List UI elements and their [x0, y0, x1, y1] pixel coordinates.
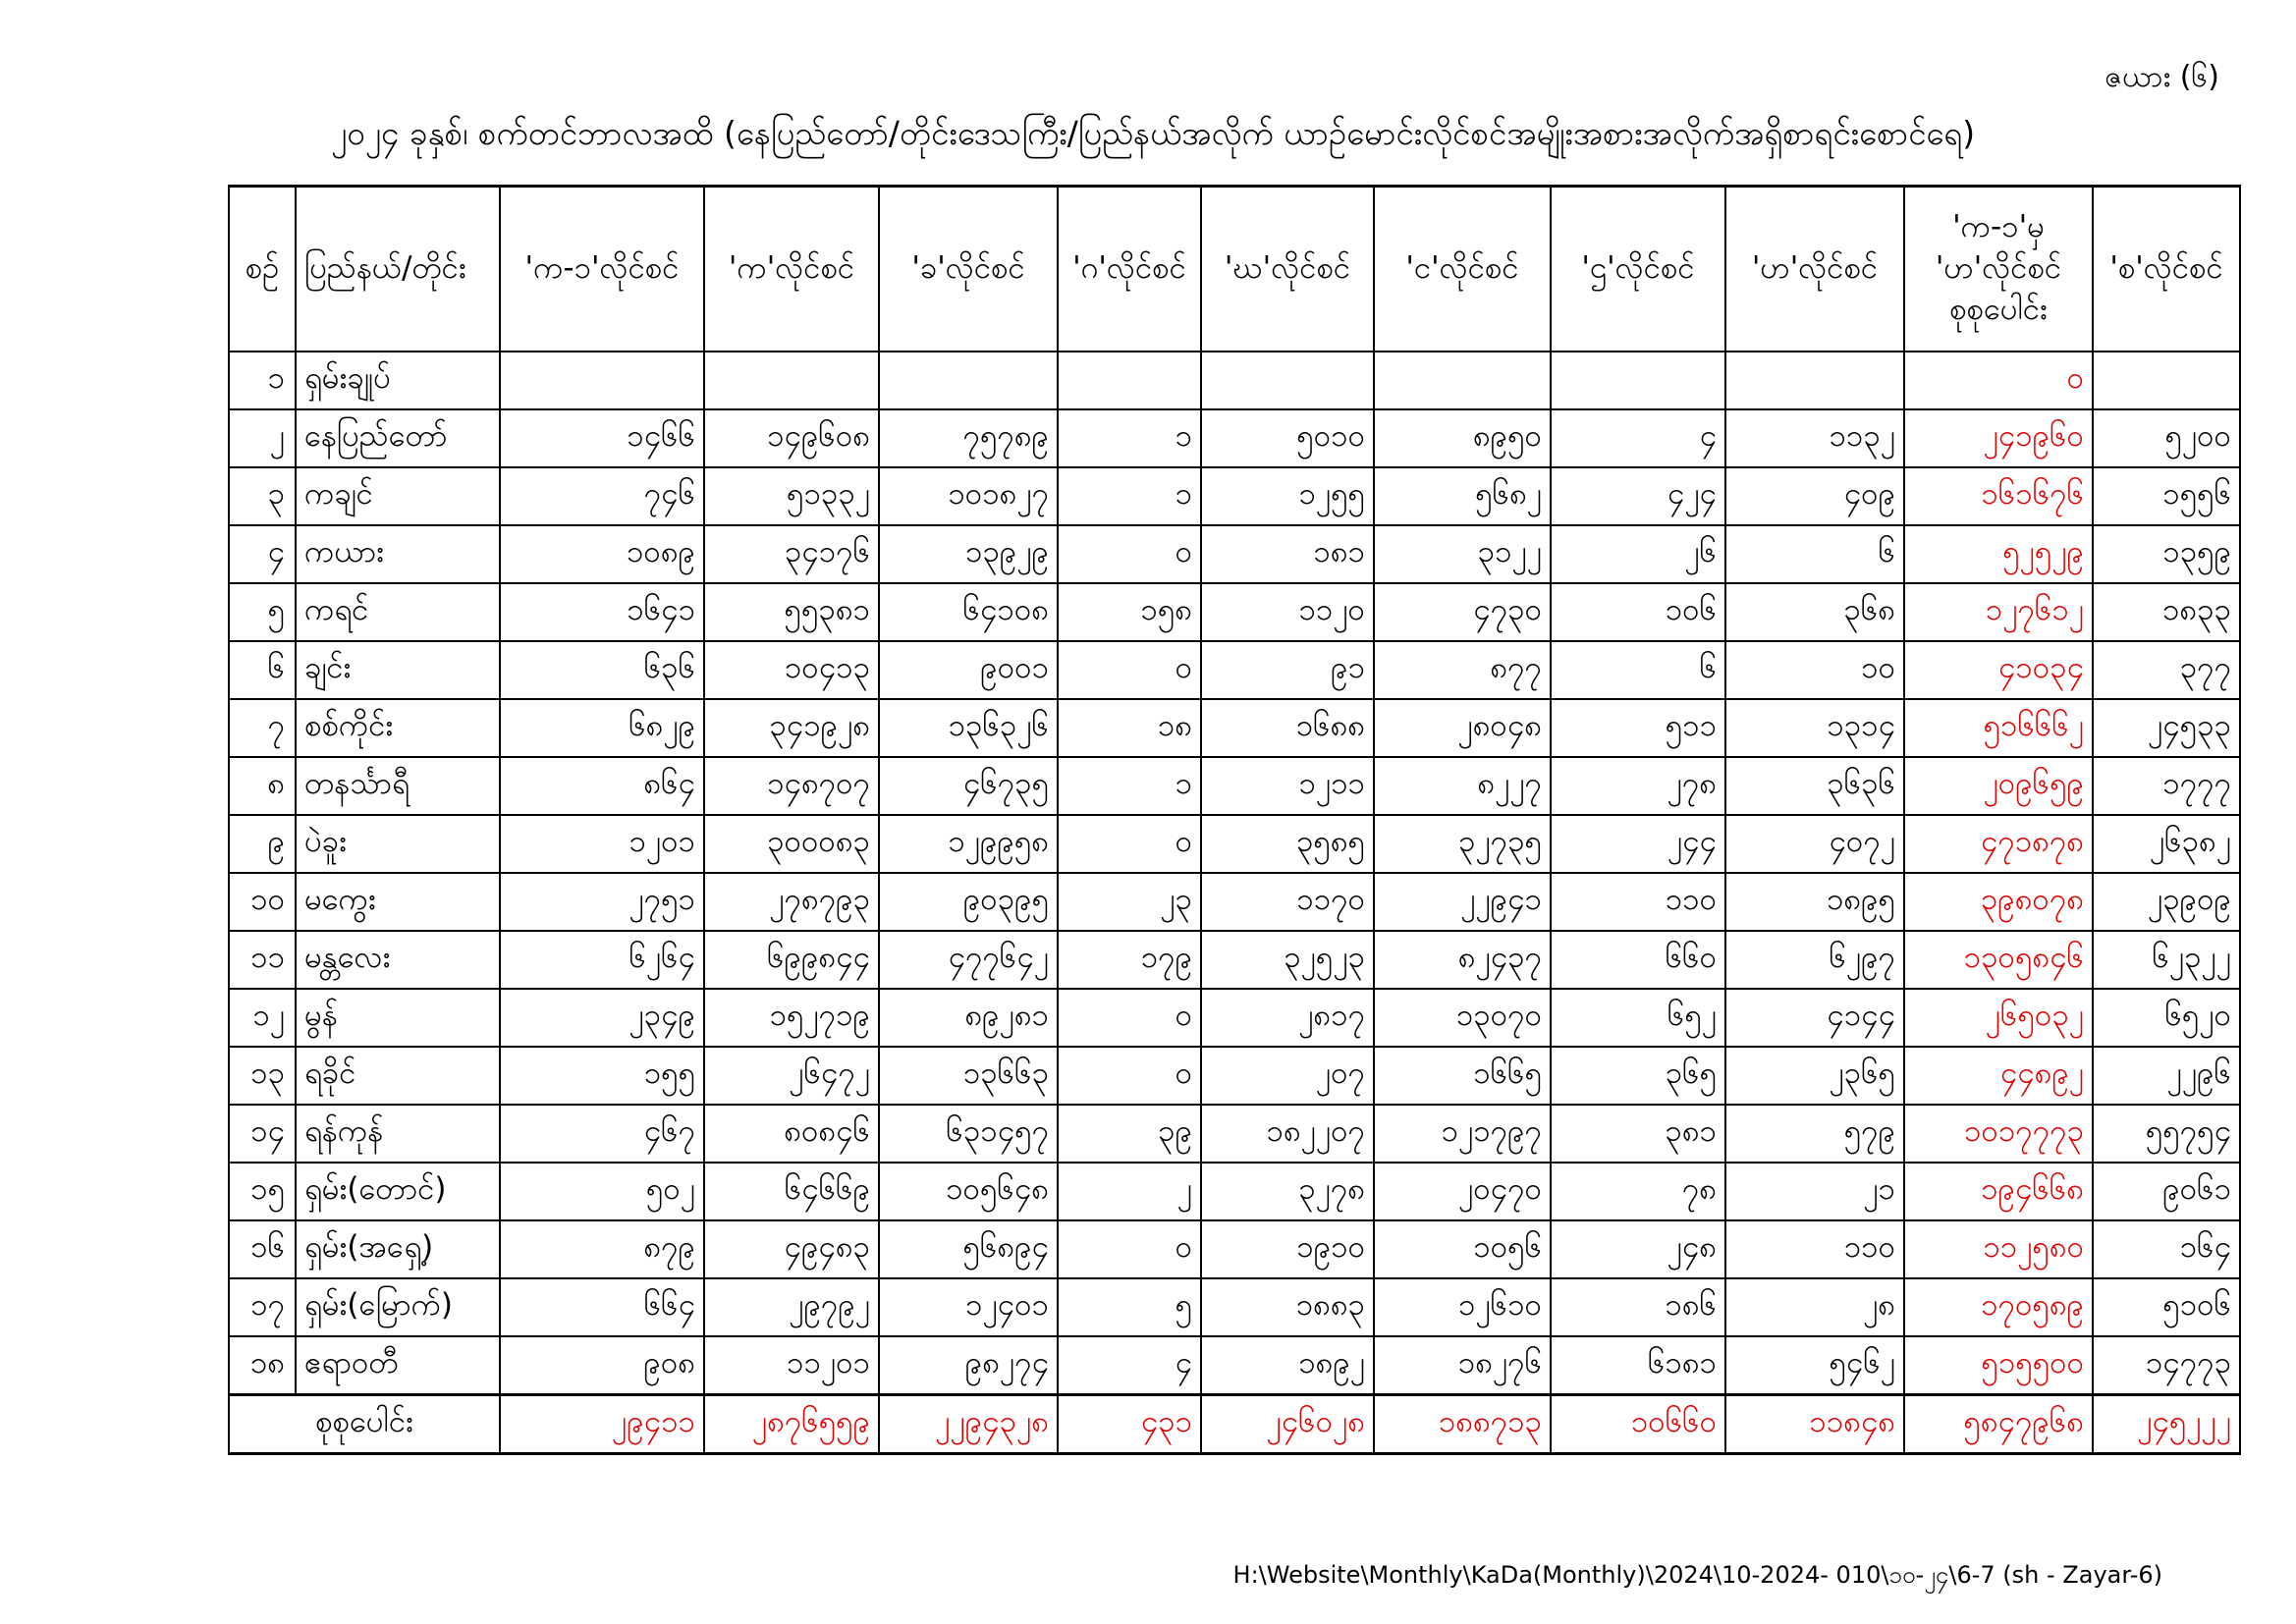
- cell-kha: ၁၂၉၉၅၈: [879, 815, 1058, 873]
- cell-sa: ၁၇၇၇: [2093, 757, 2240, 815]
- table-row: [229, 1105, 2240, 1163]
- cell-kha: ၇၅၇၈၉: [879, 409, 1058, 467]
- cell-region: စစ်ကိုင်း: [296, 699, 500, 757]
- totals-label: စုစုပေါင်း: [229, 1395, 500, 1454]
- cell-region: ကချင်: [296, 467, 500, 525]
- cell-gha: ၃၂၅၂၃: [1201, 931, 1374, 989]
- cell-ka: ၆၄၆၆၉: [704, 1163, 879, 1220]
- cell-htha: ၆၆၀: [1551, 931, 1725, 989]
- cell-ha: ၄၁၄၄: [1725, 989, 1904, 1047]
- cell-gha: ၂၈၁၇: [1201, 989, 1374, 1047]
- cell-ka: ၂၆၄၇၂: [704, 1047, 879, 1105]
- cell-ga: ၁: [1058, 467, 1201, 525]
- cell-region: ကယား: [296, 525, 500, 583]
- totals-row: [229, 1395, 2240, 1454]
- cell-ha: ၅၇၉: [1725, 1105, 1904, 1163]
- cell-nga: ၁၃၀၇၀: [1374, 989, 1551, 1047]
- cell-region: မွန်: [296, 989, 500, 1047]
- cell-htha: ၆: [1551, 641, 1725, 699]
- cell-htha: ၅၁၁: [1551, 699, 1725, 757]
- cell-total: ၁၆၁၆၇၆: [1904, 467, 2093, 525]
- cell-ka: ၃၄၁၉၂၈: [704, 699, 879, 757]
- cell-gha: ၁၈၈၃: [1201, 1278, 1374, 1336]
- header-gha: 'ဃ'လိုင်စင်: [1201, 187, 1374, 352]
- table-row: [229, 989, 2240, 1047]
- table-row: [229, 467, 2240, 525]
- table-row: [229, 1047, 2240, 1105]
- cell-ka: [704, 352, 879, 409]
- cell-ga: ၀: [1058, 525, 1201, 583]
- cell-sn: ၁၅: [229, 1163, 296, 1220]
- cell-gha: ၁၁၇၀: [1201, 873, 1374, 931]
- cell-gha: ၁၁၂၀: [1201, 583, 1374, 641]
- cell-gha: ၁၈၁: [1201, 525, 1374, 583]
- cell-nga: ၁၂၁၇၉၇: [1374, 1105, 1551, 1163]
- cell-region: ဧရာဝတီ: [296, 1336, 500, 1395]
- totals-cell-total: ၅၈၄၇၉၆၈: [1904, 1395, 2093, 1454]
- cell-gha: ၁၉၁၀: [1201, 1220, 1374, 1278]
- cell-ka1: ၁၅၅: [500, 1047, 704, 1105]
- cell-ka1: ၆၂၆၄: [500, 931, 704, 989]
- cell-ka: ၂၇၈၇၉၃: [704, 873, 879, 931]
- cell-kha: ၁၃၆၆၃: [879, 1047, 1058, 1105]
- cell-sa: ၁၈၃၃: [2093, 583, 2240, 641]
- cell-sn: ၁၇: [229, 1278, 296, 1336]
- cell-gha: [1201, 352, 1374, 409]
- cell-htha: ၁၁၀: [1551, 873, 1725, 931]
- cell-sa: ၁၃၅၉: [2093, 525, 2240, 583]
- cell-ga: ၁၈: [1058, 699, 1201, 757]
- table-row: [229, 1163, 2240, 1220]
- cell-ha: ၃၆၈: [1725, 583, 1904, 641]
- cell-ka1: ၁၄၆၆: [500, 409, 704, 467]
- totals-cell-c1: ၂၉၄၁၁: [500, 1395, 704, 1454]
- cell-ha: ၅၄၆၂: [1725, 1336, 1904, 1395]
- header-ga: 'ဂ'လိုင်စင်: [1058, 187, 1201, 352]
- cell-kha: ၅၆၈၉၄: [879, 1220, 1058, 1278]
- cell-total: ၁၃၀၅၈၄၆: [1904, 931, 2093, 989]
- cell-htha: ၃၈၁: [1551, 1105, 1725, 1163]
- cell-ka: ၁၀၄၁၃: [704, 641, 879, 699]
- cell-ga: ၀: [1058, 989, 1201, 1047]
- cell-ka1: ၈၆၄: [500, 757, 704, 815]
- cell-sa: ၉၀၆၁: [2093, 1163, 2240, 1220]
- cell-sa: ၁၆၄: [2093, 1220, 2240, 1278]
- cell-ha: ၂၃၆၅: [1725, 1047, 1904, 1105]
- cell-ga: ၅: [1058, 1278, 1201, 1336]
- totals-cell-c2: ၂၈၇၆၅၅၉: [704, 1395, 879, 1454]
- cell-nga: ၅၆၈၂: [1374, 467, 1551, 525]
- cell-nga: ၂၂၉၄၁: [1374, 873, 1551, 931]
- cell-sn: ၅: [229, 583, 296, 641]
- cell-nga: ၈၂၂၇: [1374, 757, 1551, 815]
- cell-ka: ၃၄၁၇၆: [704, 525, 879, 583]
- cell-nga: ၈၇၇: [1374, 641, 1551, 699]
- table-row: [229, 815, 2240, 873]
- cell-ga: ၄: [1058, 1336, 1201, 1395]
- cell-kha: ၆၄၁၀၈: [879, 583, 1058, 641]
- cell-ha: ၁၁၃၂: [1725, 409, 1904, 467]
- cell-ka1: ၆၈၂၉: [500, 699, 704, 757]
- cell-htha: ၂၄၈: [1551, 1220, 1725, 1278]
- cell-kha: ၁၀၅၆၄၈: [879, 1163, 1058, 1220]
- cell-htha: ၆၅၂: [1551, 989, 1725, 1047]
- cell-ka: ၅၁၃၃၂: [704, 467, 879, 525]
- cell-region: နေပြည်တော်: [296, 409, 500, 467]
- cell-ga: ၁၅၈: [1058, 583, 1201, 641]
- cell-nga: ၁၂၆၁၀: [1374, 1278, 1551, 1336]
- cell-sn: ၆: [229, 641, 296, 699]
- cell-total: ၄၄၈၉၂: [1904, 1047, 2093, 1105]
- cell-kha: ၈၉၂၈၁: [879, 989, 1058, 1047]
- cell-ka: ၄၉၄၈၃: [704, 1220, 879, 1278]
- cell-ka: ၁၅၂၇၁၉: [704, 989, 879, 1047]
- cell-sa: ၂၆၃၈၂: [2093, 815, 2240, 873]
- cell-htha: ၆၁၈၁: [1551, 1336, 1725, 1395]
- table-row: [229, 931, 2240, 989]
- cell-total: ၁၀၁၇၇၇၃: [1904, 1105, 2093, 1163]
- cell-kha: ၉၀၀၁: [879, 641, 1058, 699]
- header-nga: 'င'လိုင်စင်: [1374, 187, 1551, 352]
- cell-htha: ၂၆: [1551, 525, 1725, 583]
- header-row: [229, 187, 2240, 352]
- cell-region: ရှမ်း(အရှေ့): [296, 1220, 500, 1278]
- cell-total: ၅၁၆၆၆၂: [1904, 699, 2093, 757]
- cell-htha: ၄၂၄: [1551, 467, 1725, 525]
- cell-ka: ၆၉၉၈၄၄: [704, 931, 879, 989]
- cell-ka: ၈၀၈၄၆: [704, 1105, 879, 1163]
- cell-total: ၄၇၁၈၇၈: [1904, 815, 2093, 873]
- totals-cell-c8: ၁၁၈၄၈: [1725, 1395, 1904, 1454]
- cell-htha: ၁၀၆: [1551, 583, 1725, 641]
- cell-gha: ၁၈၉၂: [1201, 1336, 1374, 1395]
- header-ka1: 'က-၁'လိုင်စင်: [500, 187, 704, 352]
- cell-ha: ၁၃၁၄: [1725, 699, 1904, 757]
- license-table: [228, 185, 2241, 1455]
- header-ka: 'က'လိုင်စင်: [704, 187, 879, 352]
- header-htha: 'ဌ'လိုင်စင်: [1551, 187, 1725, 352]
- cell-total: ၄၁၀၃၄: [1904, 641, 2093, 699]
- cell-ka1: ၈၇၉: [500, 1220, 704, 1278]
- cell-ha: ၄၀၇၂: [1725, 815, 1904, 873]
- cell-kha: ၉၈၂၇၄: [879, 1336, 1058, 1395]
- cell-total: ၅၂၅၂၉: [1904, 525, 2093, 583]
- cell-nga: ၂၈၀၄၈: [1374, 699, 1551, 757]
- cell-kha: ၁၃၉၂၉: [879, 525, 1058, 583]
- cell-total: ၂၀၉၆၅၉: [1904, 757, 2093, 815]
- cell-sn: ၂: [229, 409, 296, 467]
- cell-region: ရှမ်း(မြောက်): [296, 1278, 500, 1336]
- cell-ka1: ၁၂၀၁: [500, 815, 704, 873]
- cell-ga: ၁: [1058, 757, 1201, 815]
- cell-sa: ၃၇၇: [2093, 641, 2240, 699]
- cell-sa: ၆၅၂၀: [2093, 989, 2240, 1047]
- cell-ha: ၆: [1725, 525, 1904, 583]
- cell-sn: ၁၆: [229, 1220, 296, 1278]
- table-row: [229, 641, 2240, 699]
- cell-gha: ၃၂၇၈: [1201, 1163, 1374, 1220]
- cell-sn: ၉: [229, 815, 296, 873]
- cell-ga: ၂၃: [1058, 873, 1201, 931]
- cell-ka1: ၄၆၇: [500, 1105, 704, 1163]
- cell-region: မကွေး: [296, 873, 500, 931]
- cell-sn: ၁၄: [229, 1105, 296, 1163]
- cell-sn: ၁: [229, 352, 296, 409]
- table-row: [229, 1220, 2240, 1278]
- cell-sn: ၁၃: [229, 1047, 296, 1105]
- cell-total: ၁၁၂၅၈၀: [1904, 1220, 2093, 1278]
- cell-ga: ၃၉: [1058, 1105, 1201, 1163]
- cell-sa: ၂၂၉၆: [2093, 1047, 2240, 1105]
- cell-gha: ၃၅၈၅: [1201, 815, 1374, 873]
- table-row: [229, 757, 2240, 815]
- cell-ga: ၀: [1058, 815, 1201, 873]
- table-row: [229, 699, 2240, 757]
- cell-kha: ၄၇၇၆၄၂: [879, 931, 1058, 989]
- cell-ka: ၁၄၈၇၀၇: [704, 757, 879, 815]
- totals-cell-c7: ၁၀၆၆၀: [1551, 1395, 1725, 1454]
- cell-ka1: [500, 352, 704, 409]
- cell-sn: ၁၈: [229, 1336, 296, 1395]
- cell-ka1: ၉၀၈: [500, 1336, 704, 1395]
- table-row: [229, 1336, 2240, 1395]
- cell-ga: ၀: [1058, 641, 1201, 699]
- cell-ga: ၀: [1058, 1220, 1201, 1278]
- cell-nga: ၃၂၇၃၅: [1374, 815, 1551, 873]
- cell-sa: ၅၅၇၅၄: [2093, 1105, 2240, 1163]
- cell-ka: ၃၀၀၀၈၃: [704, 815, 879, 873]
- cell-gha: ၁၈၂၂၀၇: [1201, 1105, 1374, 1163]
- cell-kha: ၁၀၁၈၂၇: [879, 467, 1058, 525]
- cell-ga: [1058, 352, 1201, 409]
- table-row: [229, 1278, 2240, 1336]
- page-title: ၂၀၂၄ ခုနှစ်၊ စက်တင်ဘာလအထိ (နေပြည်တော်/တိုင်းဒေသကြီး/ပြည်နယ်အလိုက် ယာဉ်မောင်းလိုင်စင်အမျိုးအစားအလိုက်အရှိစာရင်းစောင်ရေ): [330, 114, 1976, 152]
- cell-ha: ၄၀၉: [1725, 467, 1904, 525]
- cell-kha: ၁၂၄၀၁: [879, 1278, 1058, 1336]
- cell-htha: ၂၄၄: [1551, 815, 1725, 873]
- cell-ha: ၁၁၀: [1725, 1220, 1904, 1278]
- header-ha: 'ဟ'လိုင်စင်: [1725, 187, 1904, 352]
- cell-ka1: ၁၀၈၉: [500, 525, 704, 583]
- cell-ka: ၅၅၃၈၁: [704, 583, 879, 641]
- cell-ga: ၀: [1058, 1047, 1201, 1105]
- cell-nga: [1374, 352, 1551, 409]
- cell-nga: ၁၀၅၆: [1374, 1220, 1551, 1278]
- page-label: ဇယား (၆): [2105, 60, 2219, 94]
- cell-nga: ၄၇၃၀: [1374, 583, 1551, 641]
- cell-ka1: ၂၇၅၁: [500, 873, 704, 931]
- cell-nga: ၃၁၂၂: [1374, 525, 1551, 583]
- cell-ka1: ၂၃၄၉: [500, 989, 704, 1047]
- cell-sa: ၂၃၉၀၉: [2093, 873, 2240, 931]
- cell-total: ၃၉၈၀၇၈: [1904, 873, 2093, 931]
- cell-htha: ၃၆၅: [1551, 1047, 1725, 1105]
- cell-gha: ၂၀၇: [1201, 1047, 1374, 1105]
- cell-htha: ၄: [1551, 409, 1725, 467]
- cell-ka1: ၆၆၄: [500, 1278, 704, 1336]
- cell-region: ရခိုင်: [296, 1047, 500, 1105]
- cell-region: ရှမ်း(တောင်): [296, 1163, 500, 1220]
- cell-ha: ၂၁: [1725, 1163, 1904, 1220]
- totals-cell-c4: ၄၃၁: [1058, 1395, 1201, 1454]
- cell-htha: ၁၈၆: [1551, 1278, 1725, 1336]
- cell-kha: ၆၃၁၄၅၇: [879, 1105, 1058, 1163]
- cell-sa: ၆၂၃၂၂: [2093, 931, 2240, 989]
- cell-region: မန္တလေး: [296, 931, 500, 989]
- cell-sn: ၁၀: [229, 873, 296, 931]
- table-row: [229, 583, 2240, 641]
- cell-ga: ၁၇၉: [1058, 931, 1201, 989]
- cell-total: ၁၇၀၅၈၉: [1904, 1278, 2093, 1336]
- cell-nga: ၁၆၆၅: [1374, 1047, 1551, 1105]
- cell-ka1: ၅၀၂: [500, 1163, 704, 1220]
- cell-sn: ၈: [229, 757, 296, 815]
- cell-ga: ၁: [1058, 409, 1201, 467]
- cell-ha: ၁၀: [1725, 641, 1904, 699]
- cell-sn: ၄: [229, 525, 296, 583]
- cell-ka: ၂၉၇၉၂: [704, 1278, 879, 1336]
- cell-sa: ၁၅၅၆: [2093, 467, 2240, 525]
- header-region: ပြည်နယ်/တိုင်း: [296, 187, 500, 352]
- cell-nga: ၈၂၄၃၇: [1374, 931, 1551, 989]
- totals-cell-c6: ၁၈၈၇၁၃: [1374, 1395, 1551, 1454]
- table-row: [229, 352, 2240, 409]
- cell-region: ကရင်: [296, 583, 500, 641]
- header-total: 'က-၁'မှ 'ဟ'လိုင်စင် စုစုပေါင်း: [1904, 187, 2093, 352]
- cell-ha: ၁၈၉၅: [1725, 873, 1904, 931]
- cell-total: ၂၄၁၉၆၀: [1904, 409, 2093, 467]
- cell-ga: ၂: [1058, 1163, 1201, 1220]
- cell-ka1: ၇၄၆: [500, 467, 704, 525]
- cell-ha: ၃၆၃၆: [1725, 757, 1904, 815]
- cell-sn: ၃: [229, 467, 296, 525]
- cell-ha: ၆၂၉၇: [1725, 931, 1904, 989]
- header-sa: 'စ'လိုင်စင်: [2093, 187, 2240, 352]
- cell-nga: ၁၈၂၇၆: [1374, 1336, 1551, 1395]
- totals-cell-c5: ၂၄၆၀၂၈: [1201, 1395, 1374, 1454]
- cell-kha: ၁၃၆၃၂၆: [879, 699, 1058, 757]
- table-row: [229, 525, 2240, 583]
- cell-sn: ၁၁: [229, 931, 296, 989]
- cell-htha: ၂၇၈: [1551, 757, 1725, 815]
- cell-kha: [879, 352, 1058, 409]
- table-body: [229, 352, 2240, 1454]
- cell-total: ၅၁၅၅၀၀: [1904, 1336, 2093, 1395]
- cell-region: ရှမ်းချုပ်: [296, 352, 500, 409]
- cell-gha: ၅၀၁၀: [1201, 409, 1374, 467]
- cell-ha: ၂၈: [1725, 1278, 1904, 1336]
- cell-region: ရန်ကုန်: [296, 1105, 500, 1163]
- table-row: [229, 873, 2240, 931]
- cell-ka1: ၆၃၆: [500, 641, 704, 699]
- cell-sn: ၇: [229, 699, 296, 757]
- cell-sa: ၂၄၅၃၃: [2093, 699, 2240, 757]
- cell-gha: ၁၂၁၁: [1201, 757, 1374, 815]
- cell-total: ၀: [1904, 352, 2093, 409]
- cell-region: ချင်း: [296, 641, 500, 699]
- cell-sa: [2093, 352, 2240, 409]
- cell-kha: ၄၆၇၃၅: [879, 757, 1058, 815]
- cell-nga: ၈၉၅၀: [1374, 409, 1551, 467]
- cell-ha: [1725, 352, 1904, 409]
- cell-nga: ၂၀၄၇၀: [1374, 1163, 1551, 1220]
- cell-total: ၁၉၄၆၆၈: [1904, 1163, 2093, 1220]
- cell-gha: ၁၆၈၈: [1201, 699, 1374, 757]
- footer-file-path: H:\Website\Monthly\KaDa(Monthly)\2024\10-2024- 010\၁၀-၂၄\6-7 (sh - Zayar-6): [1232, 1561, 2162, 1589]
- cell-region: ပဲခူး: [296, 815, 500, 873]
- header-kha: 'ခ'လိုင်စင်: [879, 187, 1058, 352]
- totals-cell-c3: ၂၂၉၄၃၂၈: [879, 1395, 1058, 1454]
- cell-sa: ၅၂၀၀: [2093, 409, 2240, 467]
- cell-sn: ၁၂: [229, 989, 296, 1047]
- cell-ka1: ၁၆၄၁: [500, 583, 704, 641]
- cell-gha: ၉၁: [1201, 641, 1374, 699]
- cell-htha: ၇၈: [1551, 1163, 1725, 1220]
- cell-sa: ၅၁၀၆: [2093, 1278, 2240, 1336]
- cell-htha: [1551, 352, 1725, 409]
- cell-gha: ၁၂၅၅: [1201, 467, 1374, 525]
- cell-total: ၁၂၇၆၁၂: [1904, 583, 2093, 641]
- cell-sa: ၁၄၇၇၃: [2093, 1336, 2240, 1395]
- cell-region: တနင်္သာရီ: [296, 757, 500, 815]
- cell-total: ၂၆၅၀၃၂: [1904, 989, 2093, 1047]
- cell-ka: ၁၄၉၆၀၈: [704, 409, 879, 467]
- totals-cell-c9: ၂၄၅၂၂၂: [2093, 1395, 2240, 1454]
- table-row: [229, 409, 2240, 467]
- cell-kha: ၉၀၃၉၅: [879, 873, 1058, 931]
- header-sn: စဉ်: [229, 187, 296, 352]
- cell-ka: ၁၁၂၀၁: [704, 1336, 879, 1395]
